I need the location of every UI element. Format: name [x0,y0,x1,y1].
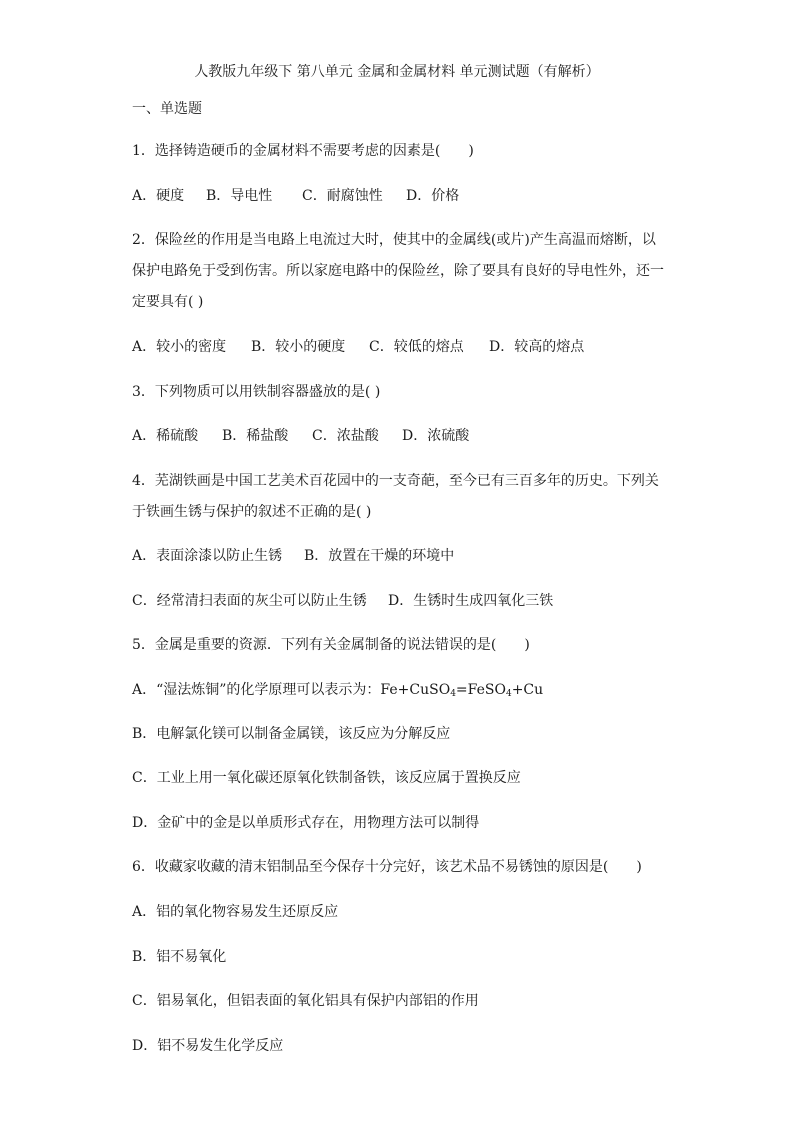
question-5-option-a [132,680,543,704]
option-a-text: A．“湿法炼铜”的化学原理可以表示为：Fe+CuSO [132,682,451,698]
question-5-option-d: D．金矿中的金是以单质形式存在，用物理方法可以制得 [132,815,480,831]
question-3-stem: 3．下列物质可以用铁制容器盛放的是( ) [132,384,381,400]
question-4-options-row-2 [132,591,553,611]
section-heading: 一、单选题 [132,101,202,117]
question-1-stem: 1．选择铸造硬币的金属材料不需要考虑的因素是( ) [132,143,474,159]
option-d: D．较高的熔点 [489,339,585,355]
question-4-stem-line-1: 4．芜湖铁画是中国工艺美术百花园中的一支奇葩，至今已有三百多年的历史。下列关 [132,473,659,489]
question-6-option-b: B．铝不易氧化 [132,949,227,965]
option-d: D．价格 [406,188,460,204]
question-6-option-c: C．铝易氧化，但铝表面的氧化铝具有保护内部铝的作用 [132,993,479,1009]
question-2-stem-line-3: 定要具有( ) [132,294,204,310]
option-b: B．较小的硬度 [251,339,346,355]
option-d: D．生锈时生成四氧化三铁 [388,593,554,609]
question-4-options-row-1 [132,546,454,566]
formula-middle: =FeSO [455,682,506,698]
subscript: 4 [505,689,512,699]
question-4-stem-line-2: 于铁画生锈与保护的叙述不正确的是( ) [132,504,372,520]
question-2-stem-line-2: 保护电路免于受到伤害。所以家庭电路中的保险丝，除了要具有良好的导电性外，还一 [132,263,664,279]
question-6-option-d: D．铝不易发生化学反应 [132,1038,284,1054]
question-2-options [132,337,584,357]
question-1-options [132,186,459,206]
question-5-option-b: B．电解氯化镁可以制备金属镁，该反应为分解反应 [132,726,451,742]
option-a: A．较小的密度 [132,339,227,355]
document-title: 人教版九年级下 第八单元 金属和金属材料 单元测试题（有解析） [194,64,600,80]
option-c: C．较低的熔点 [369,339,464,355]
formula-end: +Cu [511,682,544,698]
question-2-stem-line-1: 2．保险丝的作用是当电路上电流过大时，使其中的金属线(或片)产生高温而熔断，以 [132,232,656,248]
question-5-stem: 5．金属是重要的资源．下列有关金属制备的说法错误的是( ) [132,637,530,653]
option-a: A．稀硫酸 [132,428,199,444]
option-c: C．浓盐酸 [312,428,379,444]
option-a: A．表面涂漆以防止生锈 [132,548,283,564]
option-b: B．稀盐酸 [222,428,289,444]
option-a: A．硬度 [132,188,185,204]
question-6-option-a: A．铝的氧化物容易发生还原反应 [132,904,339,920]
option-b: B．放置在干燥的环境中 [304,548,455,564]
subscript: 4 [450,689,456,699]
option-b: B．导电性 [206,188,273,204]
option-c: C．耐腐蚀性 [302,188,383,204]
option-c: C．经常清扫表面的灰尘可以防止生锈 [132,593,367,609]
question-5-option-c: C．工业上用一氧化碳还原氧化铁制备铁，该反应属于置换反应 [132,770,521,786]
option-d: D．浓硫酸 [402,428,470,444]
question-3-options [132,426,469,446]
question-6-stem: 6．收藏家收藏的清末铝制品至今保存十分完好，该艺术品不易锈蚀的原因是( ) [132,859,642,875]
